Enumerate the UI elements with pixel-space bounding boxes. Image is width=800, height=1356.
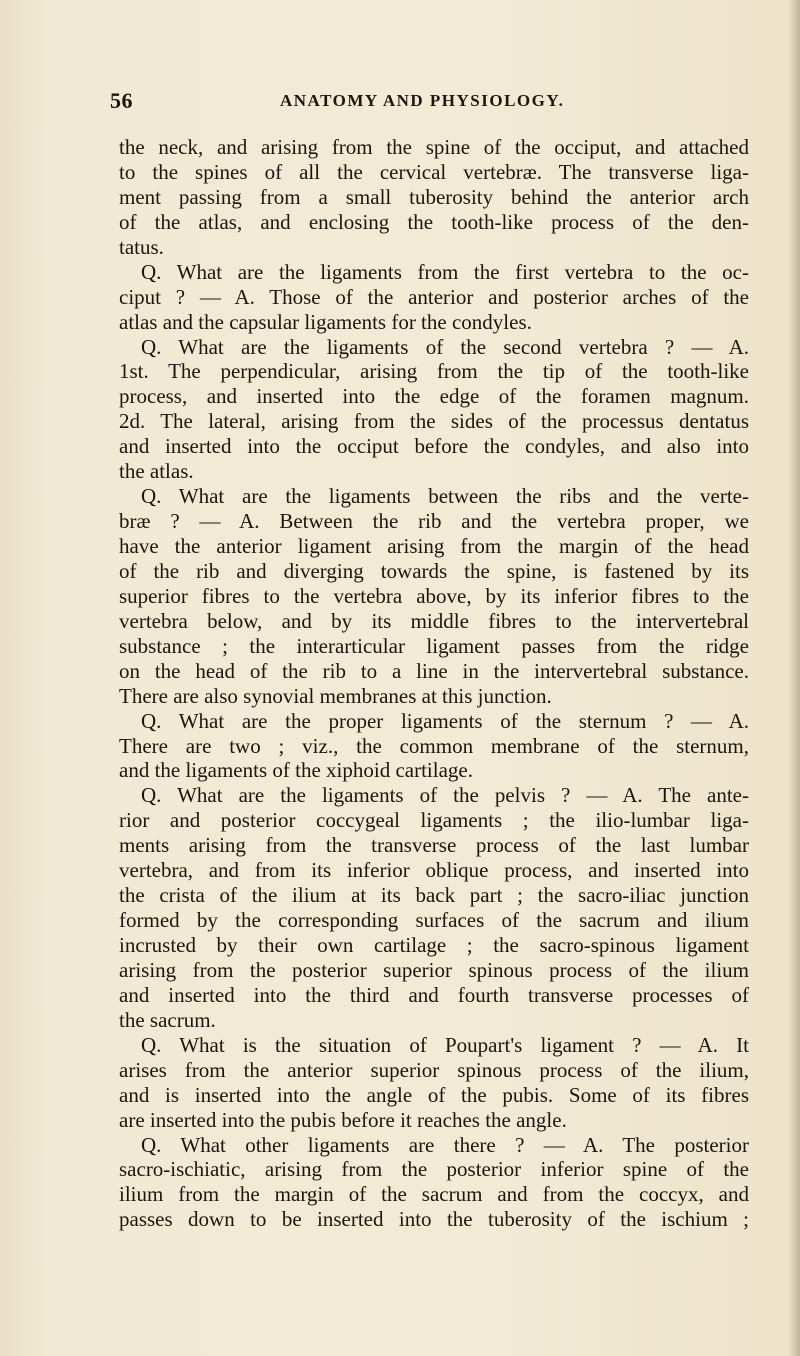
text-line: ilium from the margin of the sacrum and from the coccyx, and [119, 1182, 749, 1207]
running-head: ANATOMY AND PHYSIOLOGY. [280, 91, 565, 110]
text-line: atlas and the capsular ligaments for the condyles. [119, 309, 532, 334]
page-number: 56 [110, 88, 133, 113]
text-line: the crista of the ilium at its back part ; the sacro-iliac junction [119, 883, 749, 908]
text-line: bræ ? — A. Between the rib and the vertebra proper, we [119, 509, 749, 534]
text-line: on the head of the rib to a line in the intervertebral substance. [119, 658, 749, 683]
text-line: have the anterior ligament arising from the margin of the head [119, 534, 749, 558]
page-edge-shadow [788, 0, 800, 1356]
text-line: and inserted into the occiput before the condyles, and also into [119, 434, 749, 459]
text-line: superior fibres to the vertebra above, by its inferior fibres to the [119, 583, 749, 608]
text-line: Q. What are the ligaments between the ribs and the verte- [141, 484, 749, 509]
text-line: formed by the corresponding surfaces of the sacrum and ilium [119, 908, 749, 933]
text-line: and the ligaments of the xiphoid cartilage. [119, 758, 473, 783]
text-line: and inserted into the third and fourth transverse processes of [119, 982, 749, 1007]
text-line: tatus. [119, 234, 164, 259]
text-line: process, and inserted into the edge of the foramen magnum. [119, 384, 749, 409]
text-line: Q. What is the situation of Poupart's ligament ? — A. It [141, 1032, 749, 1057]
text-line: arising from the posterior superior spinous process of the ilium [119, 957, 749, 982]
text-line: ments arising from the transverse process of the last lumbar [119, 833, 749, 858]
text-line: vertebra, and from its inferior oblique process, and inserted into [119, 858, 749, 883]
text-line: 2d. The lateral, arising from the sides of the processus dentatus [119, 409, 749, 434]
text-line: arises from the anterior superior spinous process of the ilium, [119, 1057, 749, 1082]
text-line: to the spines of all the cervical vertebræ. The transverse liga- [119, 159, 749, 184]
text-line: sacro-ischiatic, arising from the posterior inferior spine of the [119, 1157, 749, 1182]
text-line: Q. What are the proper ligaments of the sternum ? — A. [141, 708, 749, 733]
text-line: and is inserted into the angle of the pubis. Some of its fibres [119, 1082, 749, 1107]
text-line: There are also synovial membranes at this junction. [119, 683, 552, 708]
text-line: vertebra below, and by its middle fibres to the intervertebral [119, 608, 749, 633]
text-line: rior and posterior coccygeal ligaments ; the ilio-lumbar liga- [119, 808, 749, 833]
text-line: 1st. The perpendicular, arising from the tip of the tooth-like [119, 359, 749, 384]
text-line: the sacrum. [119, 1007, 216, 1032]
text-line: incrusted by their own cartilage ; the sacro-spinous ligament [119, 933, 749, 957]
body-text [119, 135, 749, 1232]
text-line: of the atlas, and enclosing the tooth-like process of the den- [119, 209, 749, 234]
text-line: ment passing from a small tuberosity behind the anterior arch [119, 184, 749, 209]
text-line: passes down to be inserted into the tuberosity of the ischium ; [119, 1207, 749, 1232]
text-line: Q. What are the ligaments of the second vertebra ? — A. [141, 334, 749, 359]
text-line: substance ; the interarticular ligament passes from the ridge [119, 633, 749, 658]
text-line: the neck, and arising from the spine of the occiput, and attached [119, 135, 749, 159]
page-header [110, 88, 685, 118]
text-line: Q. What are the ligaments from the first vertebra to the oc- [141, 259, 749, 284]
text-line: of the rib and diverging towards the spine, is fastened by its [119, 558, 749, 583]
text-line: ciput ? — A. Those of the anterior and posterior arches of the [119, 284, 749, 309]
text-line: There are two ; viz., the common membrane of the sternum, [119, 733, 749, 758]
text-line: Q. What are the ligaments of the pelvis ? — A. The ante- [141, 783, 749, 808]
text-line: Q. What other ligaments are there ? — A. The posterior [141, 1132, 749, 1157]
text-line: the atlas. [119, 459, 194, 484]
text-line: are inserted into the pubis before it reaches the angle. [119, 1107, 567, 1132]
